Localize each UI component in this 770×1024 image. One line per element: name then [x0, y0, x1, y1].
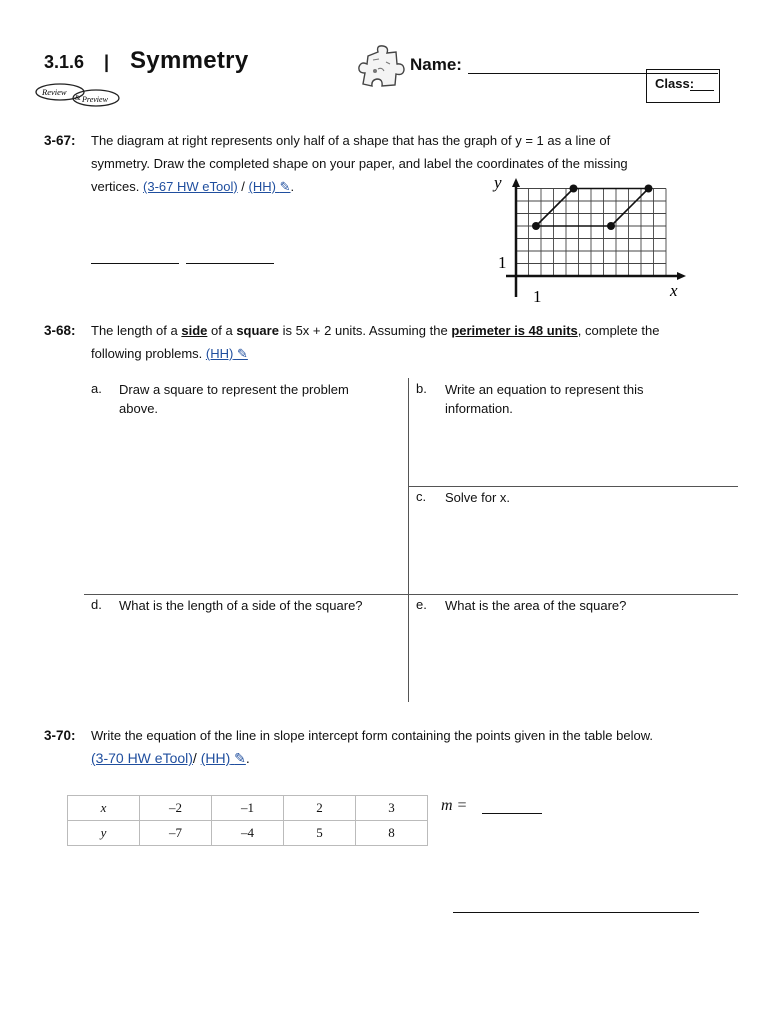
- end-punct-3-67: .: [290, 179, 295, 194]
- table-row-y: [68, 821, 428, 846]
- problem-3-68-line1: [91, 319, 731, 342]
- problem-3-67-line1: The diagram at right represents only half of a shape that has the graph of y = 1 as a line of: [91, 133, 611, 148]
- review-preview-badge: [30, 80, 122, 110]
- problem-3-67-line2: symmetry. Draw the completed shape on your paper, and label the coordinates of the missing: [91, 156, 628, 171]
- shape-edge: [611, 189, 649, 227]
- x-axis-arrow: [677, 272, 686, 280]
- table-header-x: x: [68, 796, 140, 821]
- p368-text-c: is 5x + 2 units. Assuming the: [282, 323, 448, 338]
- page-title: Symmetry: [130, 47, 249, 74]
- p368-text-a: The length of a: [91, 323, 178, 338]
- parts-divider-bc: [408, 486, 738, 487]
- problem-3-68-text: [91, 319, 731, 365]
- hh-link-3-70-label: (HH): [200, 750, 231, 766]
- table-cell: –7: [140, 821, 212, 846]
- badge-review-text: Review: [42, 87, 67, 97]
- problem-3-68-number: 3-68:: [44, 323, 76, 338]
- problem-3-68-line2: [91, 342, 731, 365]
- p368-square: square: [236, 323, 279, 338]
- part-d-letter: d.: [91, 597, 102, 612]
- table-cell: –2: [140, 796, 212, 821]
- p368-text-d: , complete the: [577, 323, 660, 338]
- parts-vertical-divider: [408, 378, 409, 702]
- table-cell: 8: [356, 821, 428, 846]
- xy-table: [67, 795, 428, 846]
- link-separator: /: [192, 750, 197, 766]
- class-field[interactable]: [690, 90, 714, 91]
- end-punct-3-70: .: [245, 750, 250, 766]
- part-c-letter: c.: [416, 489, 427, 504]
- part-b-letter: b.: [416, 381, 427, 396]
- etool-link-3-70[interactable]: (3-70 HW eTool): [91, 750, 193, 766]
- part-a-letter: a.: [91, 381, 102, 396]
- puzzle-piece-icon: [356, 42, 410, 92]
- table-header-y: y: [68, 821, 140, 846]
- hh-link-3-68[interactable]: [206, 346, 248, 361]
- hh-link-3-68-label: (HH): [205, 346, 234, 361]
- problem-3-67-number: 3-67:: [44, 133, 76, 148]
- table-cell: 5: [284, 821, 356, 846]
- pencil-icon: ✎: [234, 750, 246, 766]
- table-cell: 3: [356, 796, 428, 821]
- table-cell: –1: [212, 796, 284, 821]
- badge-preview-text: Preview: [82, 95, 108, 104]
- shape-vertex: [607, 222, 615, 230]
- shape-edge: [536, 189, 574, 227]
- table-row-x: [68, 796, 428, 821]
- title-separator: |: [104, 52, 110, 72]
- pencil-icon: ✎: [236, 346, 248, 361]
- part-a-text: Draw a square to represent the problem above.: [119, 382, 349, 416]
- shape-vertex: [645, 185, 653, 193]
- problem-3-70-line1: Write the equation of the line in slope intercept form containing the points given in the table below.: [91, 728, 654, 743]
- class-label: Class:: [655, 76, 695, 91]
- problem-3-70-line2: [91, 747, 731, 770]
- equation-answer-blank[interactable]: [453, 912, 699, 913]
- p368-perimeter: perimeter is 48 units: [451, 323, 578, 338]
- hh-link-3-70[interactable]: [201, 750, 246, 766]
- graph-y-tick-1: 1: [498, 253, 507, 272]
- p368-text-b: of a: [211, 323, 233, 338]
- slope-answer-blank[interactable]: [482, 813, 542, 814]
- shape-vertex: [532, 222, 540, 230]
- part-d-text: What is the length of a side of the square?: [119, 598, 363, 613]
- graph-grid: [516, 189, 666, 277]
- y-axis-arrow: [512, 178, 520, 187]
- problem-3-70-text: [91, 724, 731, 770]
- table-cell: 2: [284, 796, 356, 821]
- link-separator: /: [241, 179, 245, 194]
- coordinate-graph: [488, 172, 698, 307]
- part-e-text: What is the area of the square?: [445, 598, 627, 613]
- shape-vertex: [570, 185, 578, 193]
- section-number: 3.1.6: [44, 52, 85, 72]
- answer-blank-1[interactable]: [91, 263, 179, 264]
- parts-divider-de: [84, 594, 738, 595]
- graph-x-label: x: [670, 281, 678, 300]
- half-shape: [532, 185, 653, 231]
- name-label: Name:: [410, 55, 462, 74]
- pencil-icon: ✎: [279, 179, 291, 194]
- answer-blank-2[interactable]: [186, 263, 274, 264]
- p368-side: side: [181, 323, 208, 338]
- etool-link-3-67[interactable]: (3-67 HW eTool): [143, 179, 238, 194]
- problem-3-70-number: 3-70:: [44, 728, 76, 743]
- table-cell: –4: [212, 821, 284, 846]
- graph-y-label: y: [494, 173, 502, 192]
- part-b-text: Write an equation to represent this information.: [445, 382, 644, 416]
- problem-3-67-line3-text: vertices.: [91, 179, 140, 194]
- badge-amp-text: &: [75, 94, 81, 102]
- slope-label: m =: [441, 797, 468, 814]
- hh-link-3-67-label: (HH): [248, 179, 276, 194]
- part-e-letter: e.: [416, 597, 427, 612]
- p368-line2-text: following problems.: [91, 346, 203, 361]
- part-c-text: Solve for x.: [445, 490, 511, 505]
- graph-x-tick-1: 1: [533, 287, 542, 306]
- hh-link-3-67[interactable]: [249, 179, 291, 194]
